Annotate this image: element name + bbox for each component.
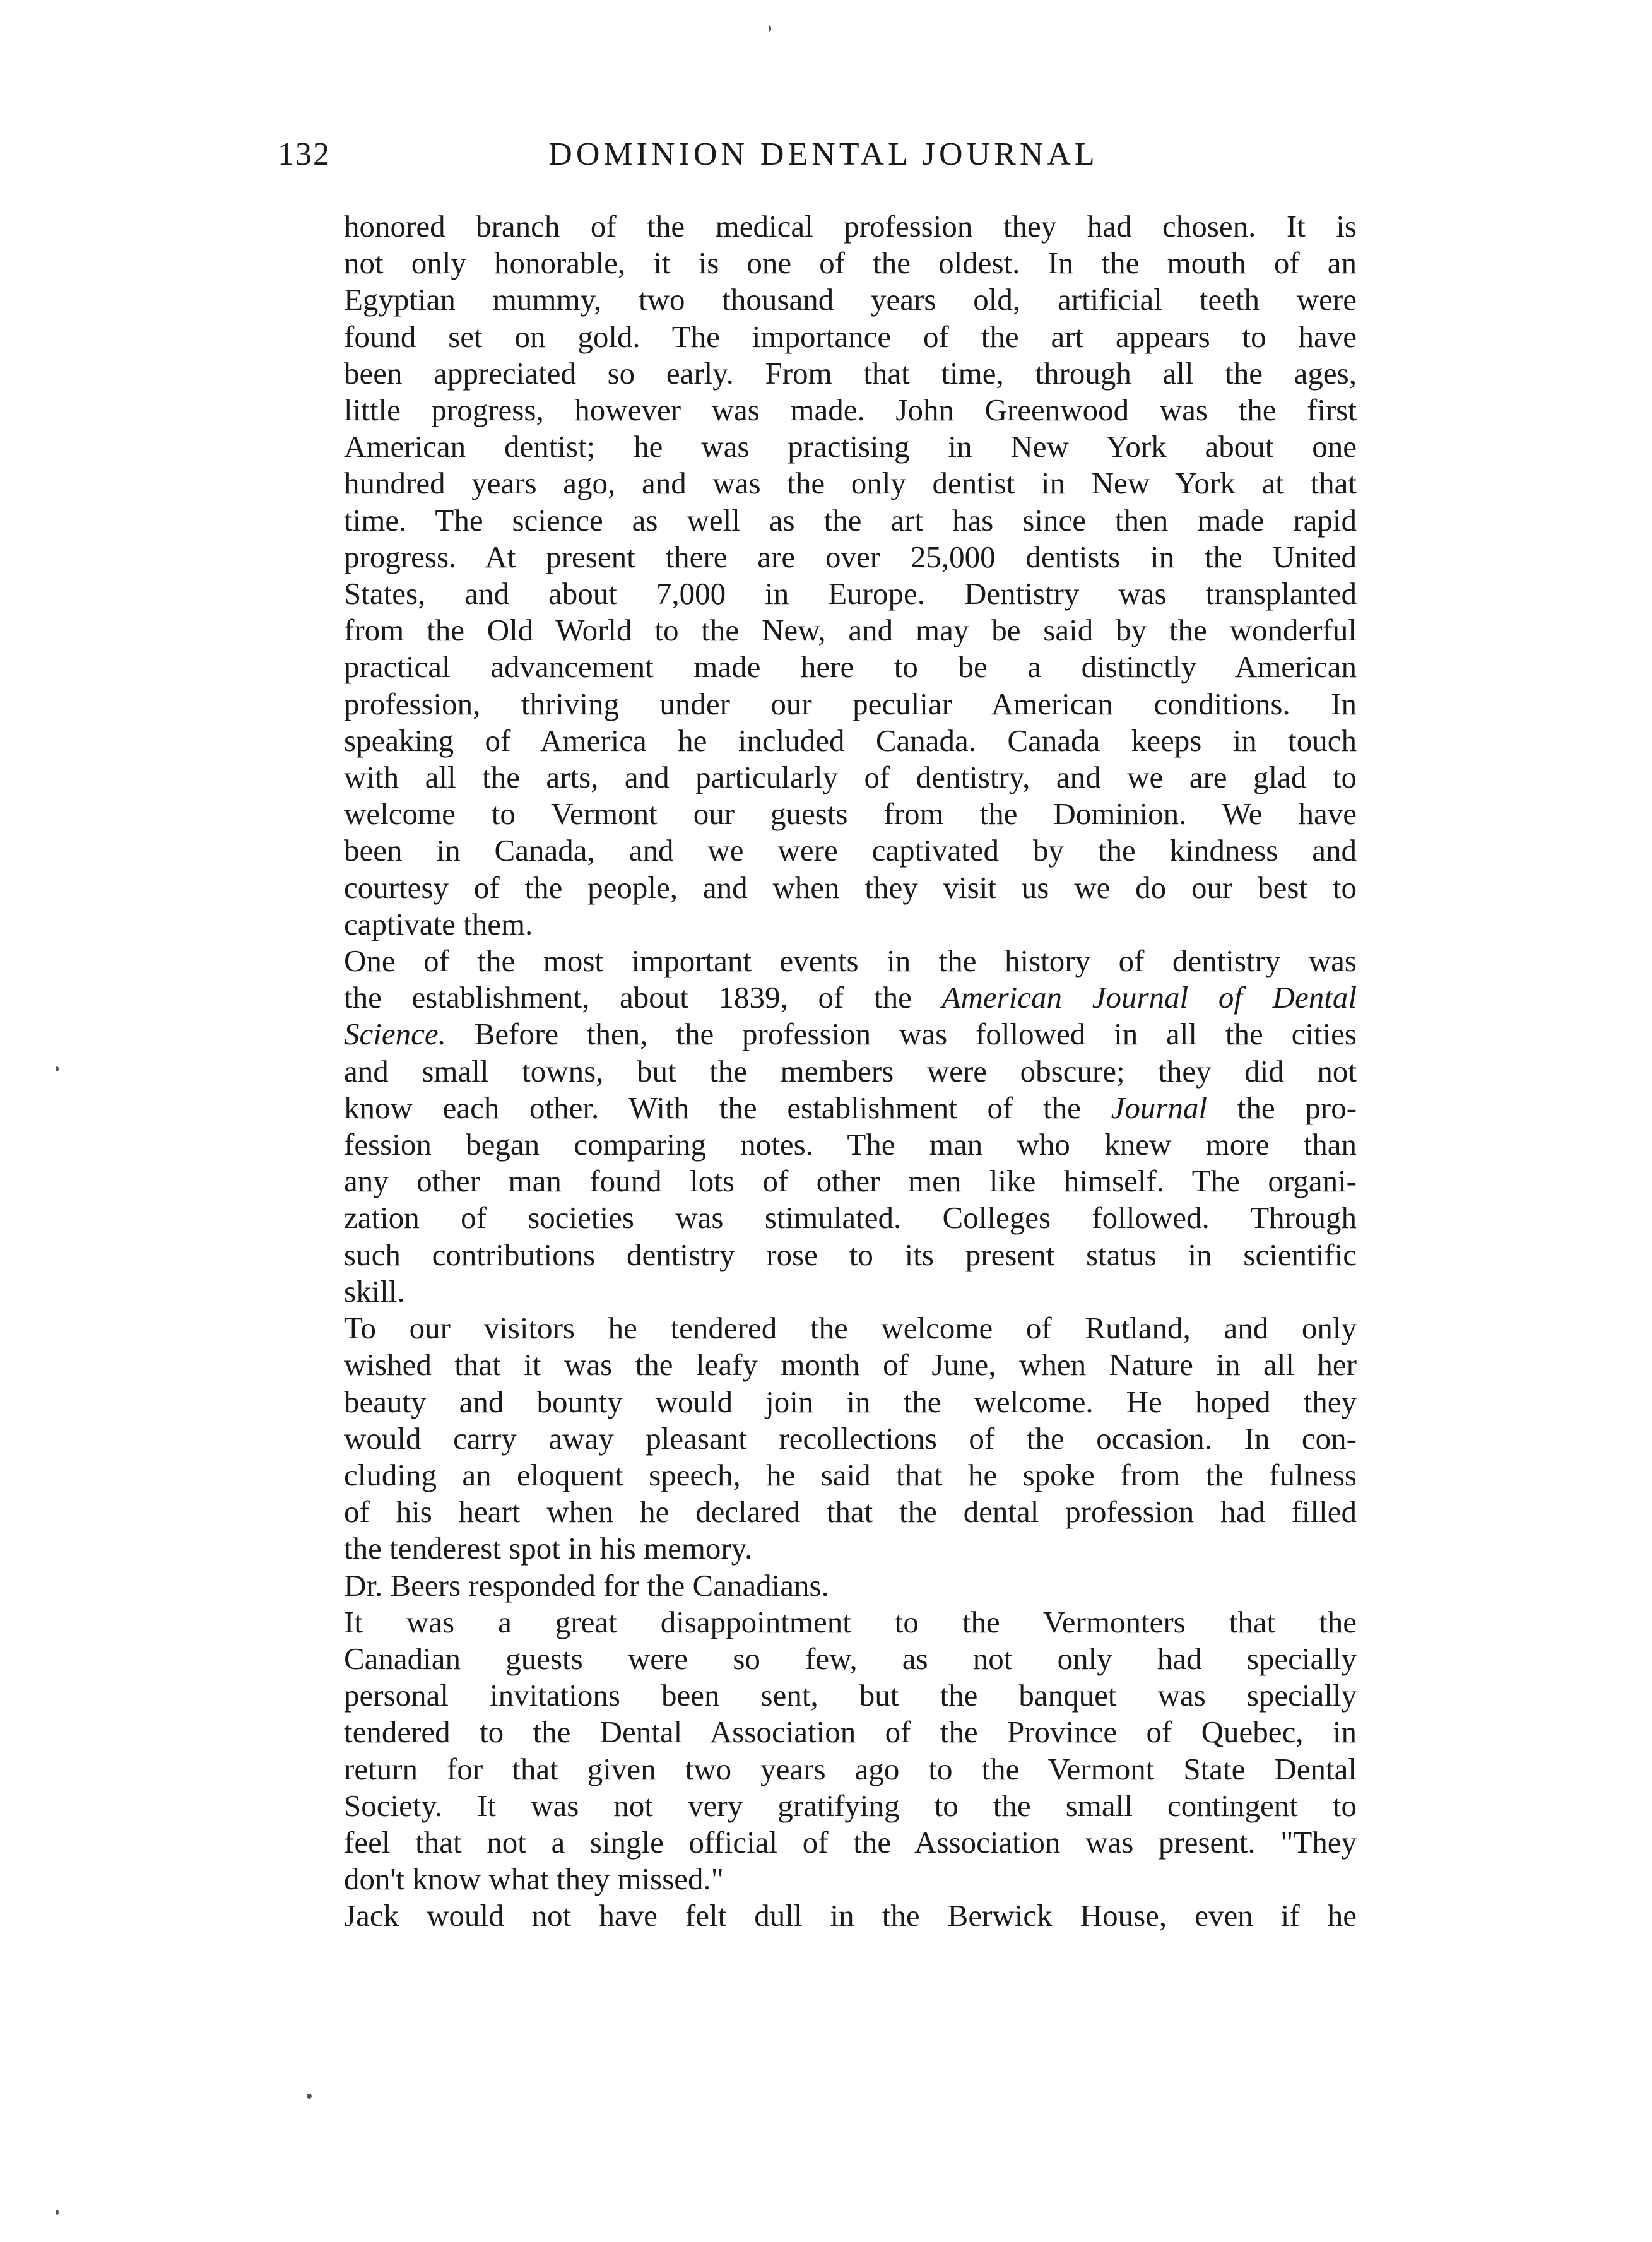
text-line: wished that it was the leafy month of June, when Nature in all her: [344, 1347, 1357, 1383]
text-line: speaking of America he included Canada. Canada keeps in touch: [344, 723, 1357, 758]
text-line: Canadian guests were so few, as not only had specially: [344, 1641, 1357, 1676]
text-line: from the Old World to the New, and may be said by the wonderful: [344, 613, 1357, 648]
scan-speck: [769, 25, 771, 32]
page-number: 132: [278, 136, 331, 172]
journal-title-italic: Science.: [344, 1017, 446, 1052]
text-line: the establishment, about 1839, of the American Journal of Dental: [344, 980, 1357, 1015]
text-line: cluding an eloquent speech, he said that he spoke from the fulness: [344, 1457, 1357, 1492]
journal-word-italic: Journal: [1111, 1090, 1208, 1125]
text-line: such contributions dentistry rose to its present status in scientific: [344, 1237, 1357, 1272]
journal-title-italic: American Journal of Dental: [941, 980, 1357, 1015]
text-line: progress. At present there are over 25,000 dentists in the United: [344, 539, 1357, 574]
text-line: know each other. With the establishment of the Journal the pro-: [344, 1090, 1357, 1125]
text-line: Jack would not have felt dull in the Berwick House, even if he: [344, 1898, 1357, 1933]
paragraph-beers: [315, 1567, 1357, 1604]
text-line: fession began comparing notes. The man who knew more than: [344, 1127, 1357, 1162]
text-line: practical advancement made here to be a distinctly American: [344, 649, 1357, 685]
text-line: return for that given two years ago to the Vermont State Dental: [344, 1751, 1357, 1786]
paragraph-greenwood: [344, 208, 1357, 943]
text-line: beauty and bounty would join in the welcome. He hoped they: [344, 1384, 1357, 1419]
text-line: personal invitations been sent, but the banquet was specially: [344, 1678, 1357, 1713]
text-line: courtesy of the people, and when they visit us we do our best to: [344, 870, 1357, 905]
text-line: Society. It was not very gratifying to the small contingent to: [344, 1788, 1357, 1823]
scan-speck: [56, 2210, 59, 2215]
running-title: DOMINION DENTAL JOURNAL: [548, 136, 1099, 172]
scan-speck: [307, 2094, 312, 2099]
page-header: [278, 136, 1369, 192]
text-line: welcome to Vermont our guests from the Dominion. We have: [344, 796, 1357, 832]
text-line: been appreciated so early. From that time, through all the ages,: [344, 355, 1357, 391]
text-line: been in Canada, and we were captivated by the kindness and: [344, 833, 1357, 868]
text-line: and small towns, but the members were obscure; they did not: [344, 1053, 1357, 1089]
paragraph-jack: [315, 1897, 1357, 1934]
text-line: the tenderest spot in his memory.: [344, 1531, 753, 1566]
text-line: Dr. Beers responded for the Canadians.: [344, 1567, 829, 1603]
text-line: not only honorable, it is one of the oldest. In the mouth of an: [344, 245, 1357, 281]
text-line: tendered to the Dental Association of the Province of Quebec, in: [344, 1714, 1357, 1750]
scan-speck: [56, 1066, 59, 1071]
text-line: States, and about 7,000 in Europe. Dentistry was transplanted: [344, 576, 1357, 611]
text-line: captivate them.: [344, 906, 533, 941]
text-line: One of the most important events in the history of dentistry was: [344, 943, 1357, 979]
text-line: honored branch of the medical profession they had chosen. It is: [344, 209, 1357, 244]
text-line: It was a great disappointment to the Vermonters that the: [344, 1604, 1357, 1639]
text-line: Science. Before then, the profession was followed in all the cities: [344, 1017, 1357, 1052]
text-line: don't know what they missed.": [344, 1861, 724, 1897]
text-line: Egyptian mummy, two thousand years old, artificial teeth were: [344, 282, 1357, 317]
text-line: little progress, however was made. John Greenwood was the first: [344, 392, 1357, 428]
paragraph-rutland: [315, 1310, 1357, 1567]
text-line: zation of societies was stimulated. Colleges followed. Through: [344, 1200, 1357, 1236]
text-line: hundred years ago, and was the only dentist in New York at that: [344, 466, 1357, 501]
body-text: [344, 208, 1357, 1935]
text-line: would carry away pleasant recollections of the occasion. In con-: [344, 1420, 1357, 1456]
text-line: found set on gold. The importance of the art appears to have: [344, 319, 1357, 354]
text-line: skill.: [344, 1273, 405, 1309]
text-line: of his heart when he declared that the dental profession had filled: [344, 1494, 1357, 1530]
text-line: time. The science as well as the art has since then made rapid: [344, 502, 1357, 538]
text-line: feel that not a single official of the Association was present. "They: [344, 1824, 1357, 1860]
text-line: any other man found lots of other men like himself. The organi-: [344, 1164, 1357, 1199]
paragraph-journal: [315, 943, 1357, 1310]
text-line: with all the arts, and particularly of dentistry, and we are glad to: [344, 760, 1357, 795]
text-line: American dentist; he was practising in New York about one: [344, 429, 1357, 464]
paragraph-disappointment: [315, 1604, 1357, 1898]
text-line: profession, thriving under our peculiar American conditions. In: [344, 686, 1357, 721]
text-line: To our visitors he tendered the welcome of Rutland, and only: [344, 1311, 1357, 1346]
